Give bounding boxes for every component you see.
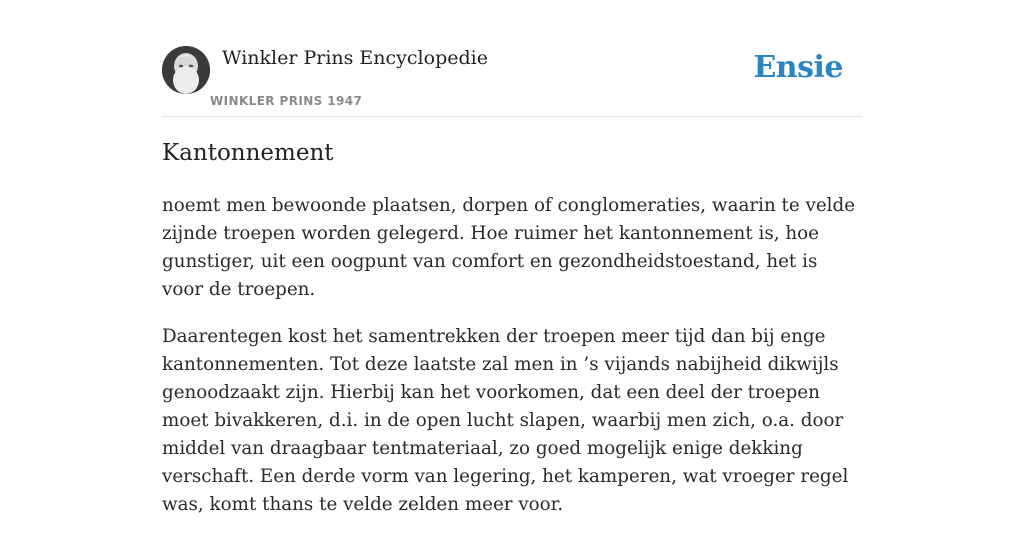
source-title[interactable]: Winkler Prins Encyclopedie [222, 47, 488, 69]
source-avatar[interactable] [162, 46, 210, 94]
ensie-logo-link[interactable]: Ensie [753, 50, 843, 85]
article-paragraph-2: Daarentegen kost het samentrekken der troepen meer tijd dan bij enge kantonnementen. Tot deze laatste zal men in ’s vijands nabijheid dikwijls genoodzaakt zijn. Hierbij kan het voorkomen, dat een deel der troepen moet bivakkeren, d.i. in de open lucht slapen, waarbij men zich, o.a. door middel van draagbaar tentmateriaal, zo goed mogelijk enige dekking verschaft. Een derde vorm van legering, het kamperen, wat vroeger regel was, komt thans te velde zelden meer voor. [162, 326, 849, 515]
source-header [162, 46, 862, 117]
article-title: Kantonnement [162, 140, 334, 166]
article-paragraph-1: noemt men bewoonde plaatsen, dorpen of conglomeraties, waarin te velde zijnde troepen worden gelegerd. Hoe ruimer het kantonnement is, hoe gunstiger, uit een oogpunt van comfort en gezondheidstoestand, het is voor de troepen. [162, 195, 856, 300]
bearded-man-portrait-icon [162, 46, 210, 94]
article-body [162, 192, 862, 538]
source-subtitle: WINKLER PRINS 1947 [210, 94, 363, 108]
